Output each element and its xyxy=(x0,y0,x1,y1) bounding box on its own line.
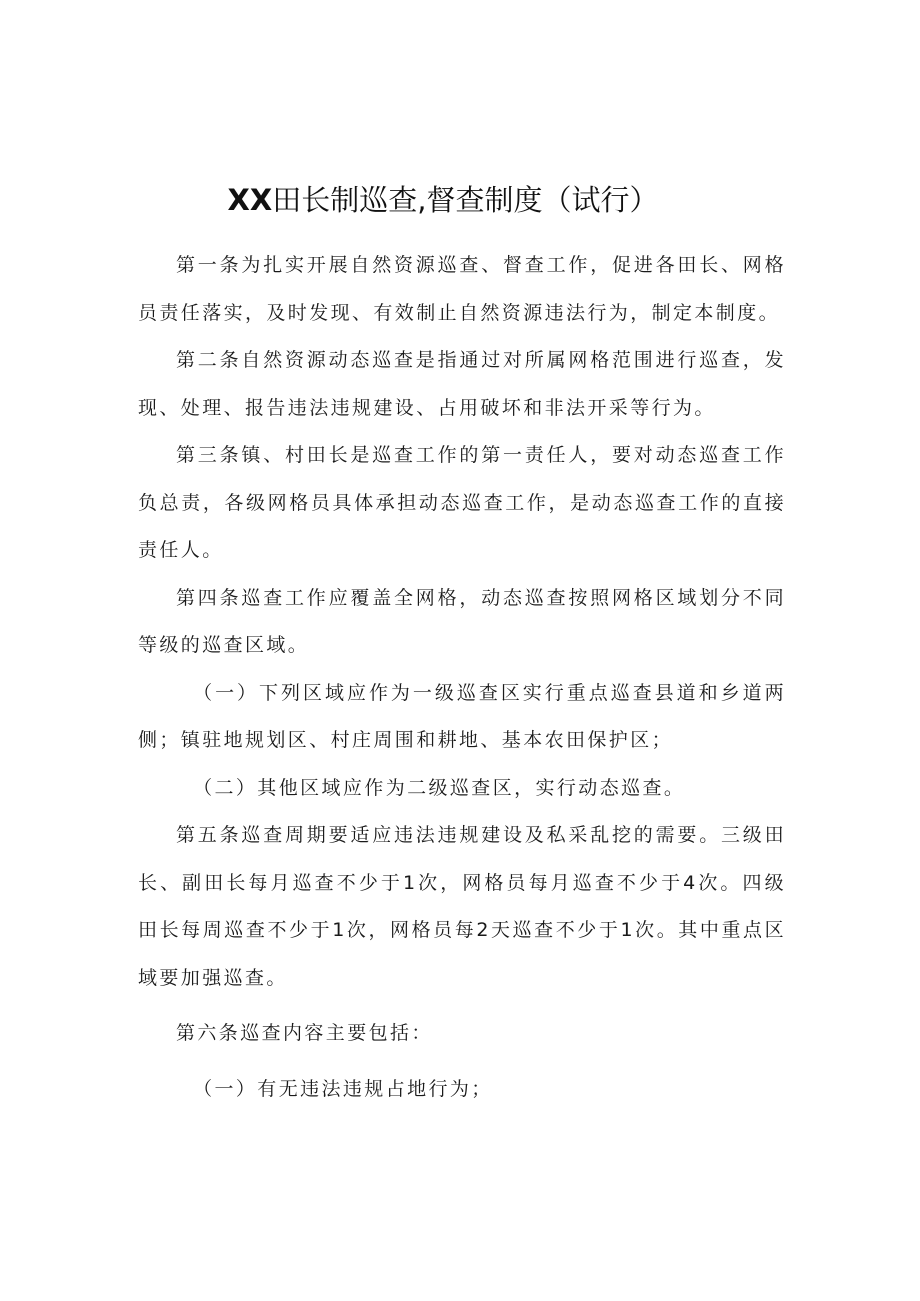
spacer xyxy=(138,1058,786,1066)
spacer xyxy=(138,1002,786,1010)
article-4-item-1: （一）下列区域应作为一级巡查区实行重点巡查县道和乡道两侧；镇驻地规划区、村庄周围和耕地、基本农田保护区； xyxy=(138,681,786,751)
article-6-item-1: （一）有无违法违规占地行为； xyxy=(193,1077,493,1100)
document-body xyxy=(138,242,786,1113)
article-4-item-2: （二）其他区域应作为二级巡查区，实行动态巡查。 xyxy=(193,776,686,799)
article-1: 第一条为扎实开展自然资源巡查、督查工作，促进各田长、网格员责任落实，及时发现、有效制止自然资源违法行为，制定本制度。 xyxy=(138,254,786,324)
article-6: 第六条巡查内容主要包括： xyxy=(176,1022,433,1044)
document-title xyxy=(0,176,886,224)
article-3: 第三条镇、村田长是巡查工作的第一责任人，要对动态巡查工作负总责，各级网格员具体承担动态巡查工作，是动态巡查工作的直接责任人。 xyxy=(138,444,786,561)
article-2: 第二条自然资源动态巡查是指通过对所属网格范围进行巡查，发现、处理、报告违法违规建设、占用破坏和非法开采等行为。 xyxy=(138,349,786,419)
title-prefix: XX xyxy=(227,183,273,217)
title-text: 田长制巡查,督查制度（试行） xyxy=(272,183,659,217)
article-4: 第四条巡查工作应覆盖全网格，动态巡查按照网格区域划分不同等级的巡查区域。 xyxy=(138,586,786,656)
article-5: 第五条巡查周期要适应违法违规建设及私采乱挖的需要。三级田长、副田长每月巡查不少于1次，网格员每月巡查不少于4次。四级田长每周巡查不少于1次，网格员每2天巡查不少于1次。其中重点区域要加强巡查。 xyxy=(138,824,786,989)
